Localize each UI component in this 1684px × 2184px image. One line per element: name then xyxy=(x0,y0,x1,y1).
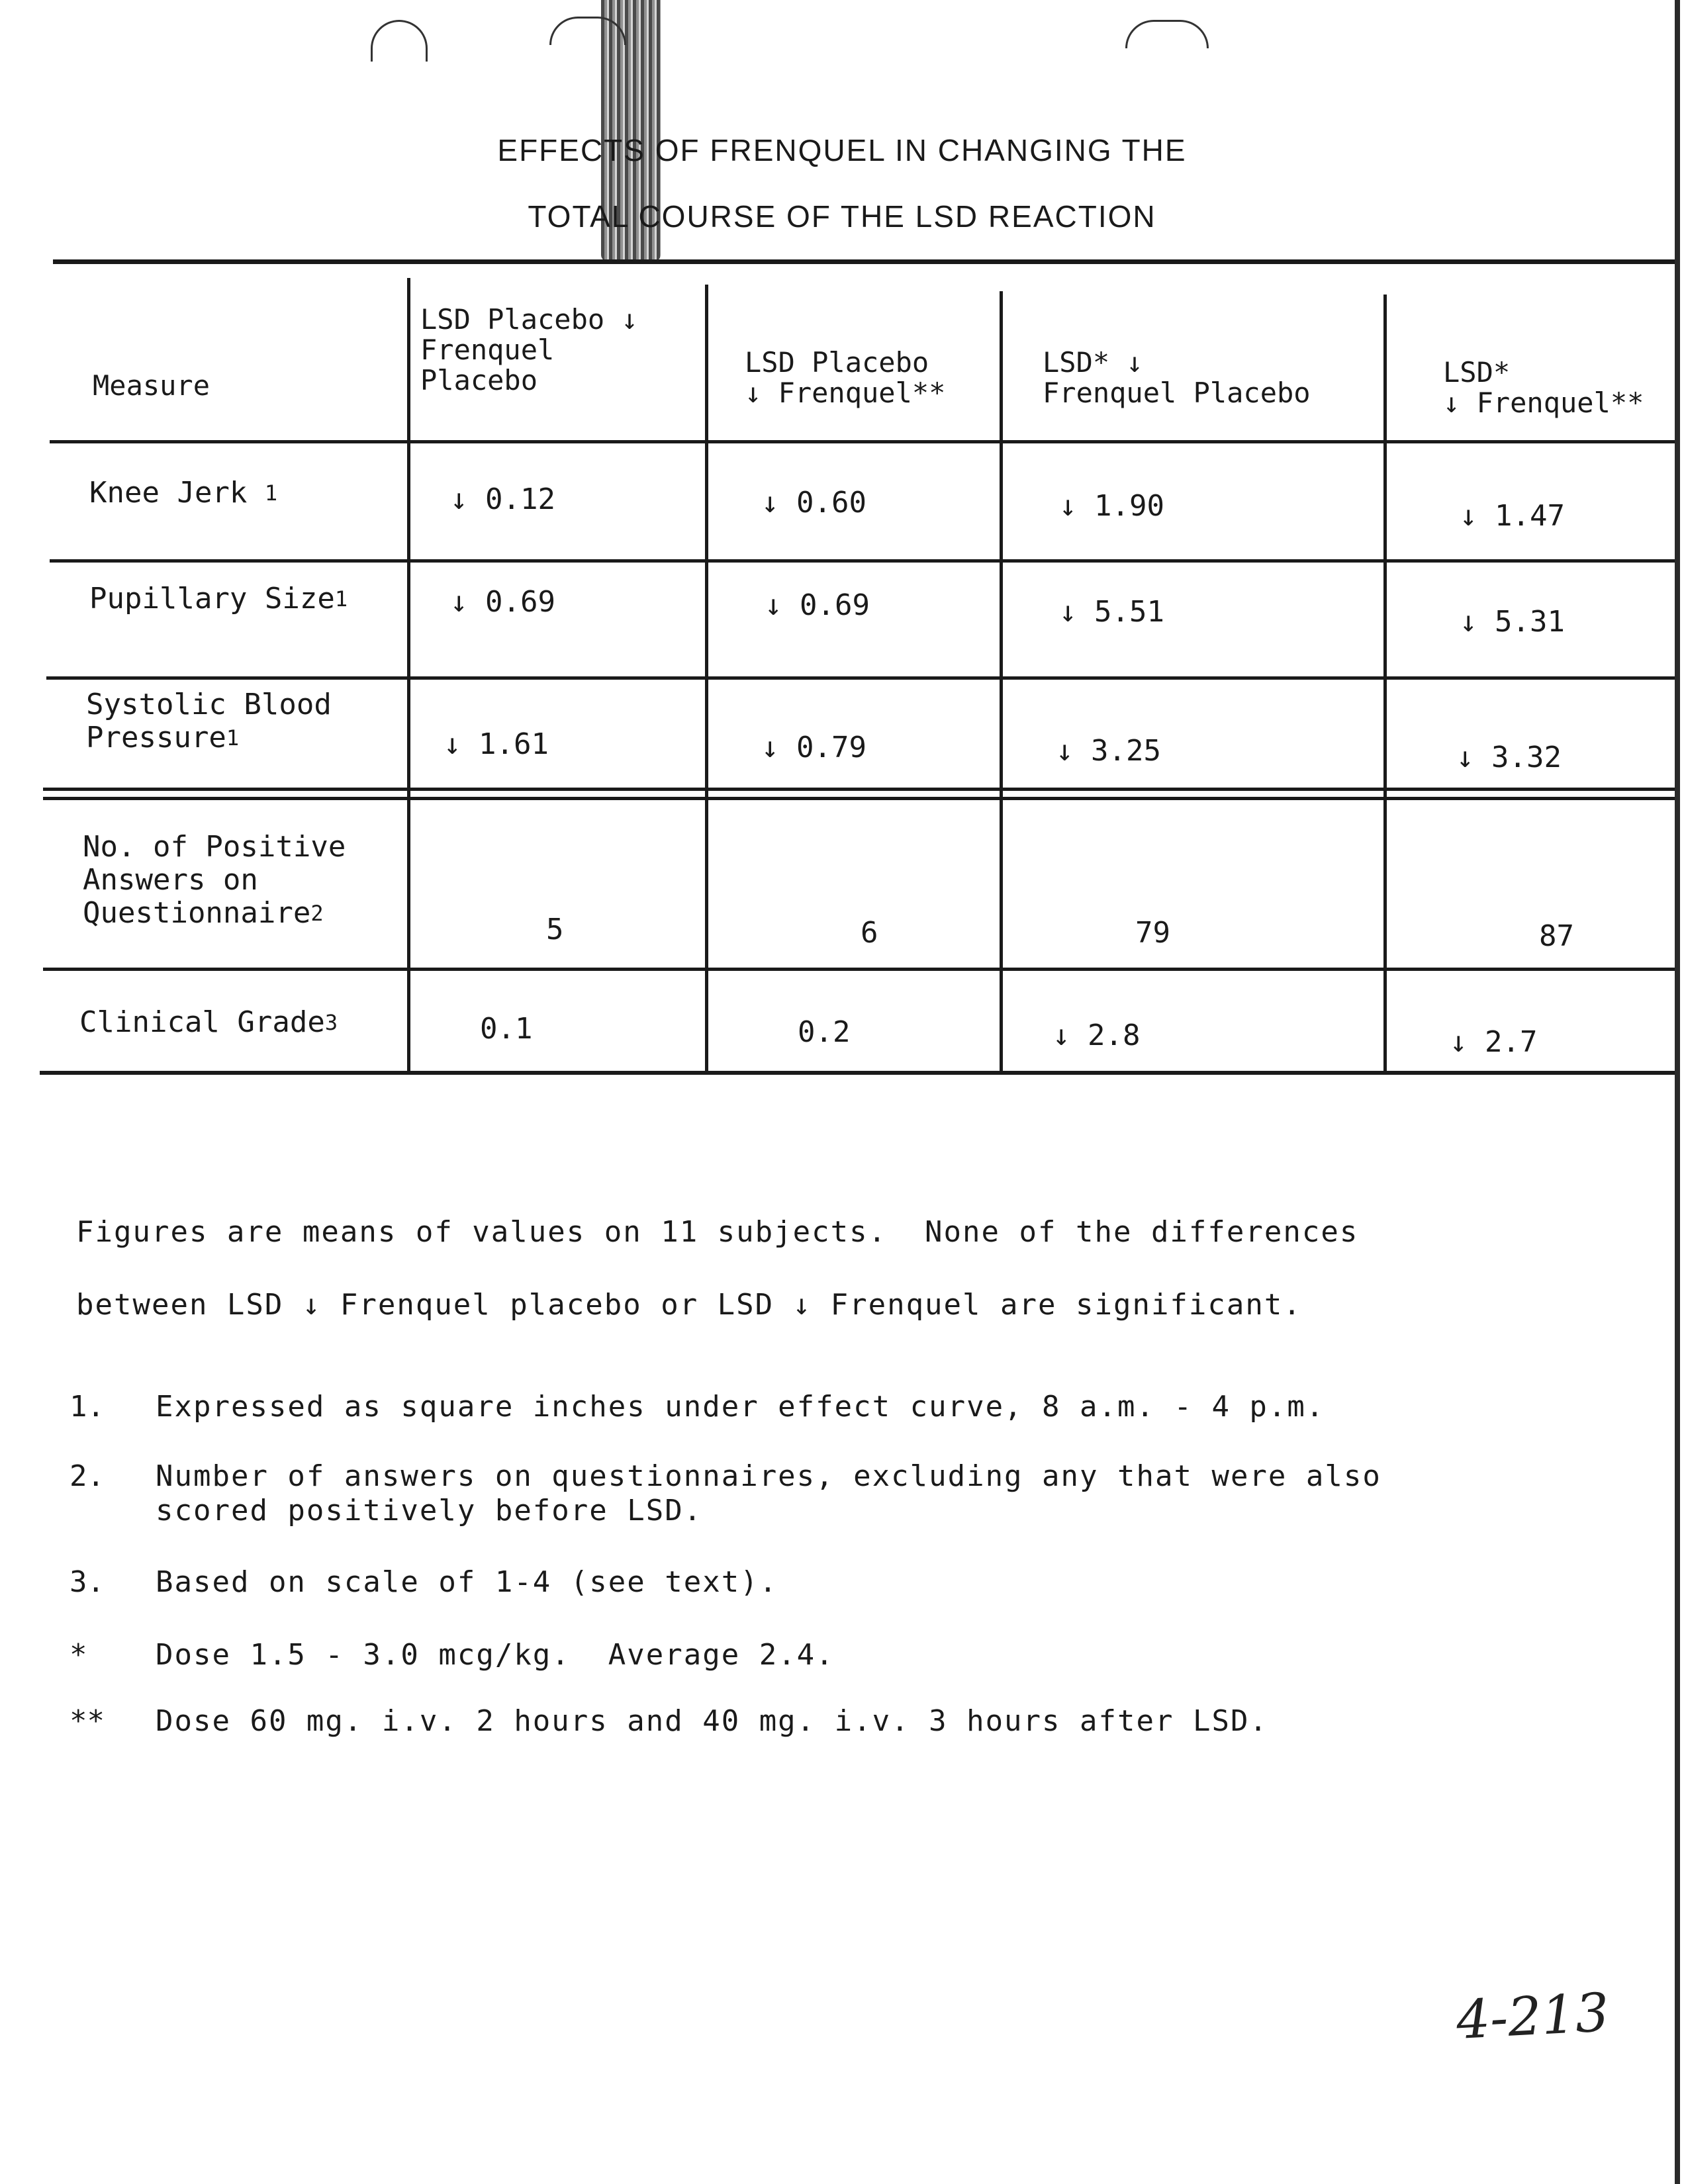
header-measure: Measure xyxy=(93,369,210,402)
scan-artifact xyxy=(371,20,428,62)
footnote-text: Dose 1.5 - 3.0 mcg/kg. Average 2.4. xyxy=(156,1638,835,1672)
header-lsd-frenquel-placebo: LSD* ↓ Frenquel Placebo xyxy=(1043,346,1311,409)
value-cell: 87 xyxy=(1539,919,1574,953)
row-rule xyxy=(50,559,1675,563)
page-number: 4-213 xyxy=(1454,1981,1611,2051)
value-cell: ↓ 3.25 xyxy=(1056,734,1161,768)
header-lsd-placebo-frenquel: LSD Placebo ↓ Frenquel** xyxy=(745,346,946,409)
measure-systolic-blood-pressure: Systolic Blood Pressure$^1$ xyxy=(86,688,332,754)
value-cell: ↓ 5.31 xyxy=(1460,605,1565,639)
value-cell: ↓ 1.61 xyxy=(444,727,549,761)
table-bottom-rule xyxy=(40,1071,1675,1075)
header-rule xyxy=(50,440,1675,443)
row-rule xyxy=(43,788,1675,791)
summary-line-2: between LSD ↓ Frenquel placebo or LSD ↓ Frenquel are significant. xyxy=(76,1288,1302,1322)
value-cell: 0.1 xyxy=(480,1012,533,1046)
summary-line-1: Figures are means of values on 11 subjects. None of the differences xyxy=(76,1215,1359,1249)
footnote-text: Based on scale of 1-4 (see text). xyxy=(156,1565,778,1599)
value-cell: ↓ 5.51 xyxy=(1059,595,1164,629)
table-top-rule xyxy=(53,259,1675,264)
value-cell: ↓ 1.90 xyxy=(1059,489,1164,523)
value-cell: 79 xyxy=(1135,916,1170,950)
measure-pupillary-size: Pupillary Size$^1$ xyxy=(89,582,348,615)
row-rule xyxy=(43,968,1675,971)
value-cell: ↓ 2.7 xyxy=(1450,1025,1538,1059)
header-lsd-placebo-frenquel-placebo: LSD Placebo ↓ Frenquel Placebo xyxy=(420,303,638,396)
value-cell: ↓ 0.69 xyxy=(450,585,555,619)
row-rule xyxy=(46,676,1675,680)
value-cell: ↓ 0.60 xyxy=(761,486,866,520)
column-divider xyxy=(1383,295,1387,1072)
value-cell: ↓ 0.12 xyxy=(450,482,555,516)
header-lsd-frenquel: LSD* ↓ Frenquel** xyxy=(1443,356,1644,419)
footnote-text: Number of answers on questionnaires, excluding any that were also scored positively before LSD. xyxy=(156,1459,1381,1527)
measure-clinical-grade: Clinical Grade$^3$ xyxy=(79,1005,338,1039)
footnote-text: Expressed as square inches under effect curve, 8 a.m. - 4 p.m. xyxy=(156,1390,1325,1424)
page-edge xyxy=(1675,0,1680,2184)
row-rule-double xyxy=(43,797,1675,800)
footnote-mark: * xyxy=(70,1638,87,1672)
footnote-mark: 1. xyxy=(70,1390,105,1424)
value-cell: ↓ 1.47 xyxy=(1460,499,1565,533)
value-cell: 0.2 xyxy=(798,1015,851,1049)
footnote-mark: 2. xyxy=(70,1459,105,1493)
measure-knee-jerk: Knee Jerk $^1$ xyxy=(89,476,278,510)
value-cell: ↓ 3.32 xyxy=(1456,741,1562,774)
value-cell: ↓ 0.79 xyxy=(761,731,866,764)
column-divider xyxy=(705,285,708,1072)
table-subtitle: TOTAL COURSE OF THE LSD REACTION xyxy=(528,199,1156,234)
table-title: EFFECTS OF FRENQUEL IN CHANGING THE xyxy=(497,133,1187,167)
value-cell: ↓ 2.8 xyxy=(1052,1019,1141,1052)
footnote-mark: ** xyxy=(70,1704,105,1738)
column-divider xyxy=(407,278,410,1072)
column-divider xyxy=(1000,291,1003,1072)
measure-positive-answers: No. of Positive Answers on Questionnaire$^2$ xyxy=(83,830,346,930)
value-cell: 5 xyxy=(546,913,564,946)
value-cell: 6 xyxy=(861,916,878,950)
value-cell: ↓ 0.69 xyxy=(765,588,870,622)
footnote-text: Dose 60 mg. i.v. 2 hours and 40 mg. i.v. 3 hours after LSD. xyxy=(156,1704,1268,1738)
scan-artifact xyxy=(1125,20,1209,48)
footnote-mark: 3. xyxy=(70,1565,105,1599)
